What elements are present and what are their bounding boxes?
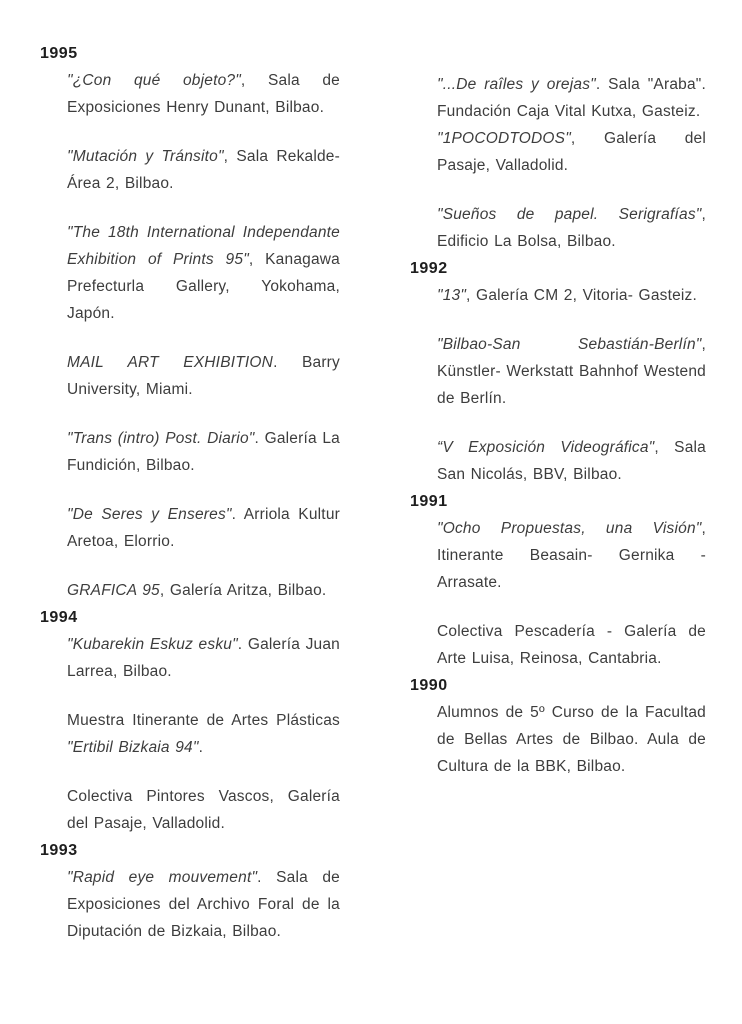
exhibition-entry: "Sueños de papel. Serigrafías", Edificio La Bolsa, Bilbao.	[437, 206, 706, 250]
year-heading-1994: 1994	[40, 609, 78, 626]
exhibition-entry: Colectiva Pintores Vascos, Galería del Pasaje, Valladolid.	[67, 788, 340, 832]
exhibition-entry: "Trans (intro) Post. Diario". Galería La Fundición, Bilbao.	[67, 430, 341, 474]
exhibition-entry: "Rapid eye mouvement". Sala de Exposiciones del Archivo Foral de la Diputación de Bizkaia, Bilbao.	[67, 869, 340, 940]
left-column	[40, 40, 340, 1004]
year-heading-1990: 1990	[410, 677, 448, 694]
exhibition-entry: GRAFICA 95, Galería Aritza, Bilbao.	[67, 582, 327, 599]
year-heading-1995: 1995	[40, 45, 78, 62]
exhibition-entry: Colectiva Pescadería - Galería de Arte Luisa, Reinosa, Cantabria.	[437, 623, 706, 667]
exhibition-entry: "The 18th International Independante Exhibition of Prints 95", Kanagawa Prefecturla Gallery, Yokohama, Japón.	[67, 224, 340, 322]
year-heading-1993: 1993	[40, 842, 78, 859]
exhibition-entry: "1POCODTODOS", Galería del Pasaje, Valladolid.	[437, 130, 706, 174]
exhibition-entry: "Ocho Propuestas, una Visión", Itinerante Beasain- Gernika - Arrasate.	[437, 520, 706, 591]
exhibition-entry: "¿Con qué objeto?", Sala de Exposiciones Henry Dunant, Bilbao.	[67, 72, 340, 116]
year-heading-1992: 1992	[410, 260, 448, 277]
right-column	[410, 71, 706, 1004]
year-heading-1991: 1991	[410, 493, 448, 510]
exhibition-entry: MAIL ART EXHIBITION. Barry University, Miami.	[67, 354, 340, 398]
exhibition-entry: "De Seres y Enseres". Arriola Kultur Aretoa, Elorrio.	[67, 506, 340, 550]
exhibition-entry: "13", Galería CM 2, Vitoria- Gasteiz.	[437, 287, 698, 304]
exhibition-entry: "...De raîles y orejas". Sala "Araba". Fundación Caja Vital Kutxa, Gasteiz.	[437, 76, 706, 120]
exhibition-entry: "Bilbao-San Sebastián-Berlín", Künstler- Werkstatt Bahnhof Westend de Berlín.	[437, 336, 706, 407]
exhibition-entry: “V Exposición Videográfica", Sala San Nicolás, BBV, Bilbao.	[437, 439, 706, 483]
exhibition-entry: Alumnos de 5º Curso de la Facultad de Bellas Artes de Bilbao. Aula de Cultura de la BBK, Bilbao.	[437, 704, 706, 775]
exhibition-entry: "Kubarekin Eskuz esku". Galería Juan Larrea, Bilbao.	[67, 636, 340, 680]
exhibition-entry: Muestra Itinerante de Artes Plásticas "Ertibil Bizkaia 94".	[67, 712, 340, 756]
exhibition-entry: "Mutación y Tránsito", Sala Rekalde- Área 2, Bilbao.	[67, 148, 340, 192]
